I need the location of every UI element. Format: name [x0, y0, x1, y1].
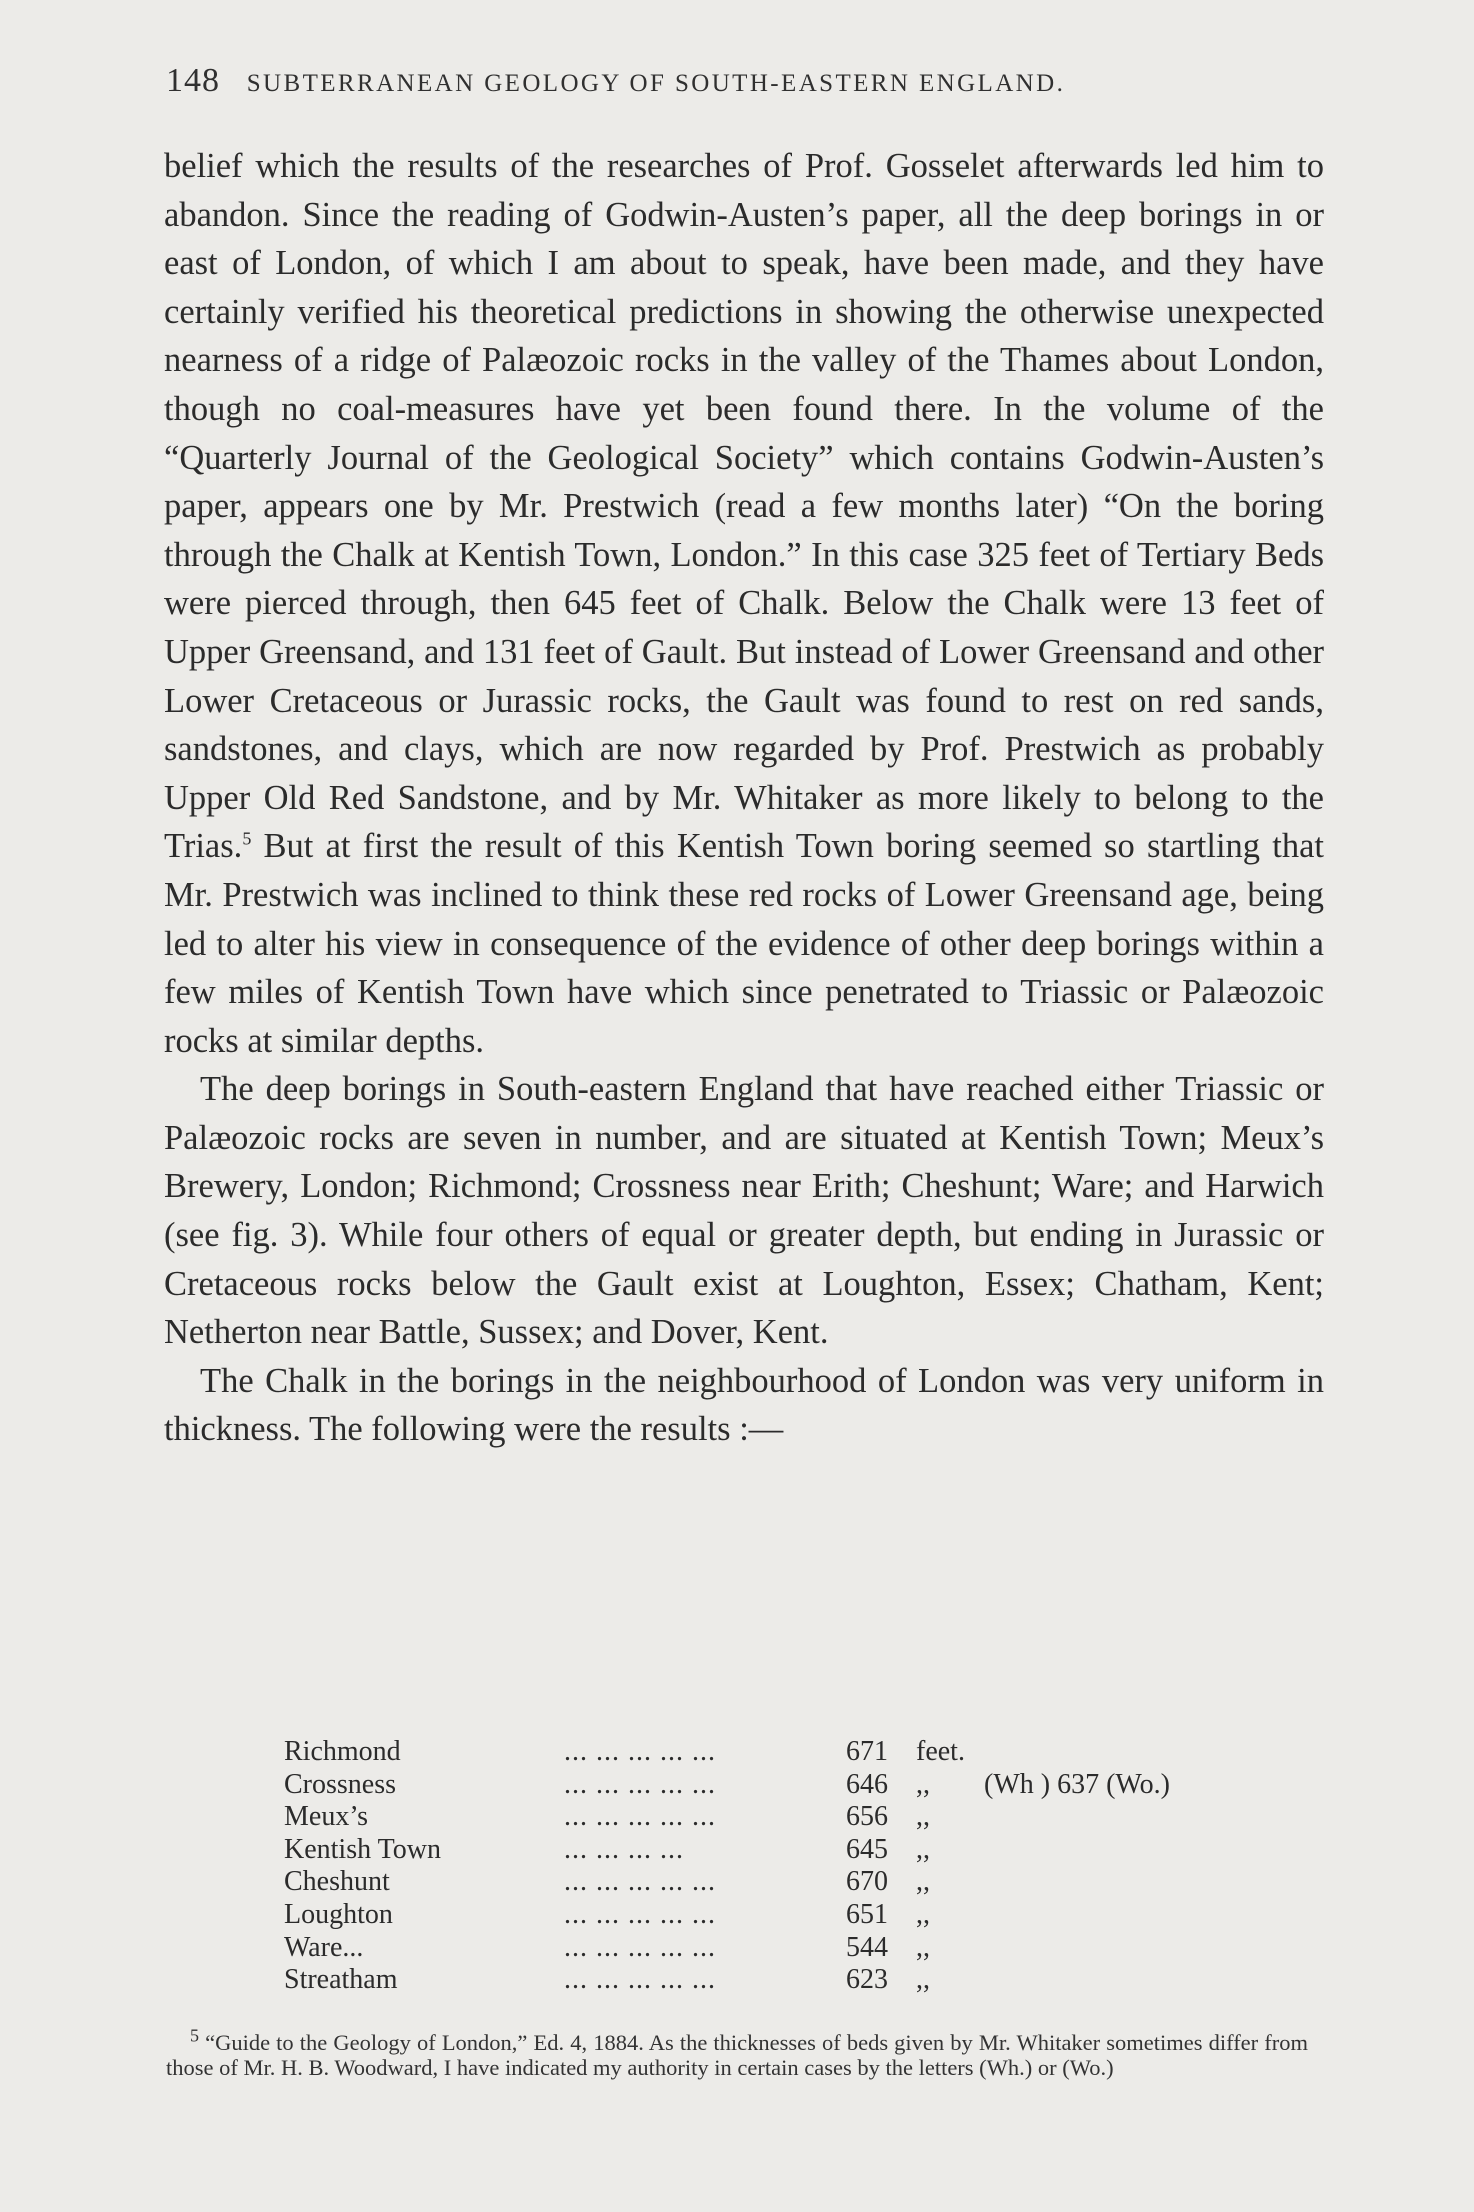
cell-dots: ... ... ... ... ... [564, 1736, 716, 1767]
cell-value: 656 [846, 1801, 888, 1833]
page-number: 148 [166, 62, 220, 99]
cell-value: 670 [846, 1866, 888, 1898]
cell-note [976, 1932, 1170, 1965]
cell-place: Cheshunt [284, 1866, 390, 1898]
cell-unit: ,, [916, 1801, 930, 1833]
cell-note [976, 1801, 1170, 1834]
cell-value: 544 [846, 1931, 888, 1963]
table-row [284, 1899, 1170, 1932]
cell-unit: feet. [916, 1736, 965, 1767]
table-row [284, 1964, 1170, 1997]
cell-place: Loughton [284, 1898, 393, 1930]
cell-value: 646 [846, 1768, 888, 1800]
cell-note [976, 1736, 1170, 1769]
body-text [164, 142, 1324, 1454]
cell-unit: ,, [916, 1833, 930, 1865]
cell-place: Kentish Town [284, 1833, 441, 1865]
cell-unit: ,, [916, 1866, 930, 1898]
table-row [284, 1866, 1170, 1899]
footnote-reference: 5 [242, 828, 252, 849]
cell-value: 623 [846, 1964, 888, 1996]
cell-value: 651 [846, 1898, 888, 1930]
table-row [284, 1736, 1170, 1769]
paragraph-1 [164, 142, 1324, 1065]
table-row [284, 1769, 1170, 1802]
cell-note: (Wh ) 637 (Wo.) [984, 1768, 1170, 1800]
table-row [284, 1801, 1170, 1834]
cell-place: Streatham [284, 1964, 398, 1996]
cell-unit: ,, [916, 1964, 930, 1996]
cell-place: Richmond [284, 1736, 401, 1767]
paragraph-1-continuation: But at first the result of this Kentish Town boring seemed so startling that Mr. Prestwich was inclined to think these red rocks of Lower Greensand age, being led to alter his view in consequence of the evidence of other deep borings within a few miles of Kentish Town have which since penetrated to Triassic or Palæozoic rocks at similar depths. [164, 827, 1324, 1060]
cell-note [976, 1899, 1170, 1932]
cell-unit: ,, [916, 1898, 930, 1930]
table-row [284, 1932, 1170, 1965]
footnote-marker: 5 [190, 2025, 199, 2046]
running-title: SUBTERRANEAN GEOLOGY OF SOUTH-EASTERN ENGLAND. [246, 70, 1066, 97]
footnote-text: “Guide to the Geology of London,” Ed. 4, 1884. As the thicknesses of beds given by Mr. Whitaker sometimes differ from those of Mr. H. B. Woodward, I have indicated my authority in certain cases by the letters (Wh.) or (Wo.) [166, 2030, 1309, 2080]
chalk-thickness-table [284, 1736, 1170, 1997]
cell-value: 645 [846, 1833, 888, 1865]
cell-dots: ... ... ... ... [564, 1833, 684, 1865]
cell-dots: ... ... ... ... ... [564, 1866, 716, 1898]
footnote [166, 2025, 1309, 2080]
cell-dots: ... ... ... ... ... [564, 1898, 716, 1930]
cell-place: Crossness [284, 1768, 397, 1800]
cell-note [976, 1834, 1170, 1867]
cell-unit: ,, [916, 1768, 930, 1800]
cell-place: Ware... [284, 1931, 364, 1963]
cell-place: Meux’s [284, 1801, 368, 1833]
cell-note [976, 1964, 1170, 1997]
cell-dots: ... ... ... ... ... [564, 1801, 716, 1833]
cell-value: 671 [846, 1736, 888, 1767]
page-header [166, 62, 1065, 100]
paragraph-1-text: belief which the results of the researches of Prof. Gosselet afterwards led him to abandon. Since the reading of Godwin-Austen’s paper, all the deep borings in or east of London, of which I am about to speak, have been made, and they have certainly verified his theoretical predictions in showing the otherwise unexpected nearness of a ridge of Palæozoic rocks in the valley of the Thames about London, though no coal-measures have yet been found there. In the volume of the “Quarterly Journal of the Geological Society” which contains Godwin-Austen’s paper, appears one by Mr. Prestwich (read a few months later) “On the boring through the Chalk at Kentish Town, London.” In this case 325 feet of Tertiary Beds were pierced through, then 645 feet of Chalk. Below the Chalk were 13 feet of Upper Greensand, and 131 feet of Gault. But instead of Lower Greensand and other Lower Cretaceous or Jurassic rocks, the Gault was found to rest on red sands, sandstones, and clays, which are now regarded by Prof. Prestwich as probably Upper Old Red Sandstone, and by Mr. Whitaker as more likely to belong to the Trias. [164, 147, 1324, 866]
cell-dots: ... ... ... ... ... [564, 1931, 716, 1963]
cell-dots: ... ... ... ... ... [564, 1768, 716, 1800]
cell-dots: ... ... ... ... ... [564, 1964, 716, 1996]
table-row [284, 1834, 1170, 1867]
cell-note [976, 1866, 1170, 1899]
paragraph-3: The Chalk in the borings in the neighbourhood of London was very uniform in thickness. The following were the results :— [164, 1361, 1324, 1449]
cell-unit: ,, [916, 1931, 930, 1963]
paragraph-2: The deep borings in South-eastern England that have reached either Triassic or Palæozoic rocks are seven in number, and are situated at Kentish Town; Meux’s Brewery, London; Richmond; Crossness near Erith; Cheshunt; Ware; and Harwich (see fig. 3). While four others of equal or greater depth, but ending in Jurassic or Cretaceous rocks below the Gault exist at Loughton, Essex; Chatham, Kent; Netherton near Battle, Sussex; and Dover, Kent. [164, 1070, 1324, 1352]
